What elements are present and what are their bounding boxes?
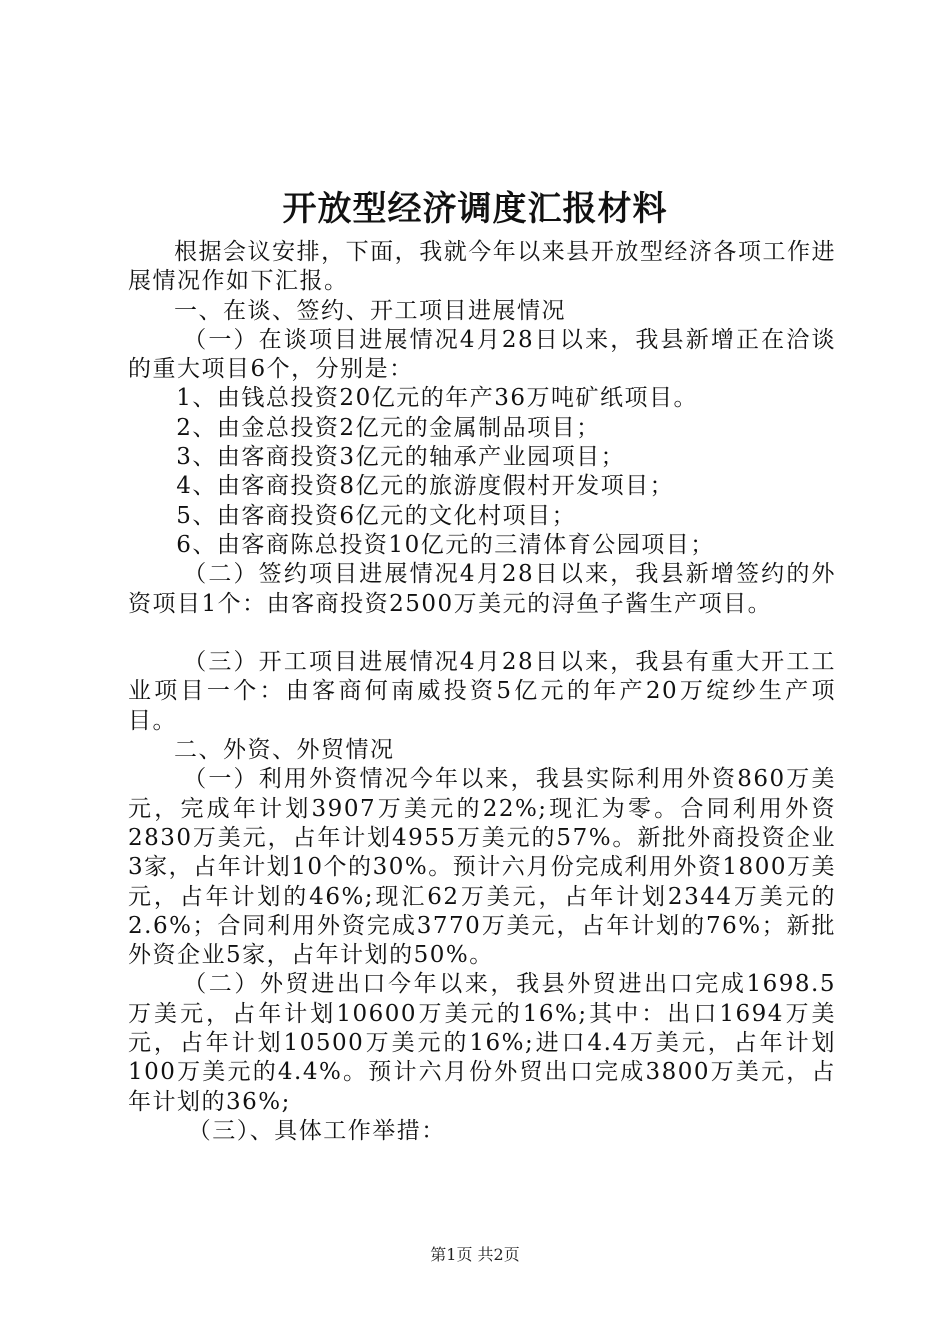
subsection-foreign-investment: （一）利用外资情况今年以来，我县实际利用外资860万美元，完成年计划3907万美元的22%;现汇为零。合同利用外资2830万美元，占年计划4955万美元的57%。新批外商投资企业3家，占年计划10个的30%。预计六月份完成利用外资1800万美元，占年计划的46%;现汇62万美元，占年计划2344万美元的2.6%；合同利用外资完成3770万美元，占年计划的76%；新批外资企业5家，占年计划的50%。 (128, 766, 836, 969)
section-heading-1: 一、在谈、签约、开工项目进展情况 (174, 297, 566, 324)
list-item: 1、由钱总投资20亿元的年产36万吨矿纸项目。 (176, 385, 698, 412)
subsection-foreign-trade: （二）外贸进出口今年以来，我县外贸进出口完成1698.5万美元，占年计划10600万美元的16%;其中：出口1694万美元，占年计划10500万美元的16%;进口4.4万美元，占年计划100万美元的4.4%。预计六月份外贸出口完成3800万美元，占年计划的36%; (128, 971, 836, 1115)
intro-paragraph: 根据会议安排，下面，我就今年以来县开放型经济各项工作进展情况作如下汇报。 (128, 239, 836, 295)
subsection-signed-projects: （二）签约项目进展情况4月28日以来，我县新增签约的外资项目1个：由客商投资2500万美元的浔鱼子酱生产项目。 (128, 561, 836, 617)
list-item: 5、由客商投资6亿元的文化村项目； (176, 502, 577, 529)
page-footer: 第1页 共2页 (430, 1245, 520, 1264)
list-item: 6、由客商陈总投资10亿元的三清体育公园项目； (176, 531, 715, 558)
section-heading-2: 二、外资、外贸情况 (174, 737, 395, 764)
list-item: 3、由客商投资3亿元的轴承产业园项目； (176, 444, 626, 471)
document-title: 开放型经济调度汇报材料 (282, 189, 668, 229)
subsection-started-projects: （三）开工项目进展情况4月28日以来，我县有重大开工工业项目一个：由客商何南威投资5亿元的年产20万绽纱生产项目。 (128, 649, 836, 734)
list-item: 2、由金总投资2亿元的金属制品项目； (176, 414, 601, 441)
list-item: 4、由客商投资8亿元的旅游度假村开发项目； (176, 473, 675, 500)
subsection-negotiating-projects: （一）在谈项目进展情况4月28日以来，我县新增正在洽谈的重大项目6个，分别是： (128, 326, 836, 383)
document-body (128, 238, 836, 1146)
blank-line (128, 619, 836, 648)
subsection-measures: （三）、具体工作举措： (187, 1117, 446, 1144)
